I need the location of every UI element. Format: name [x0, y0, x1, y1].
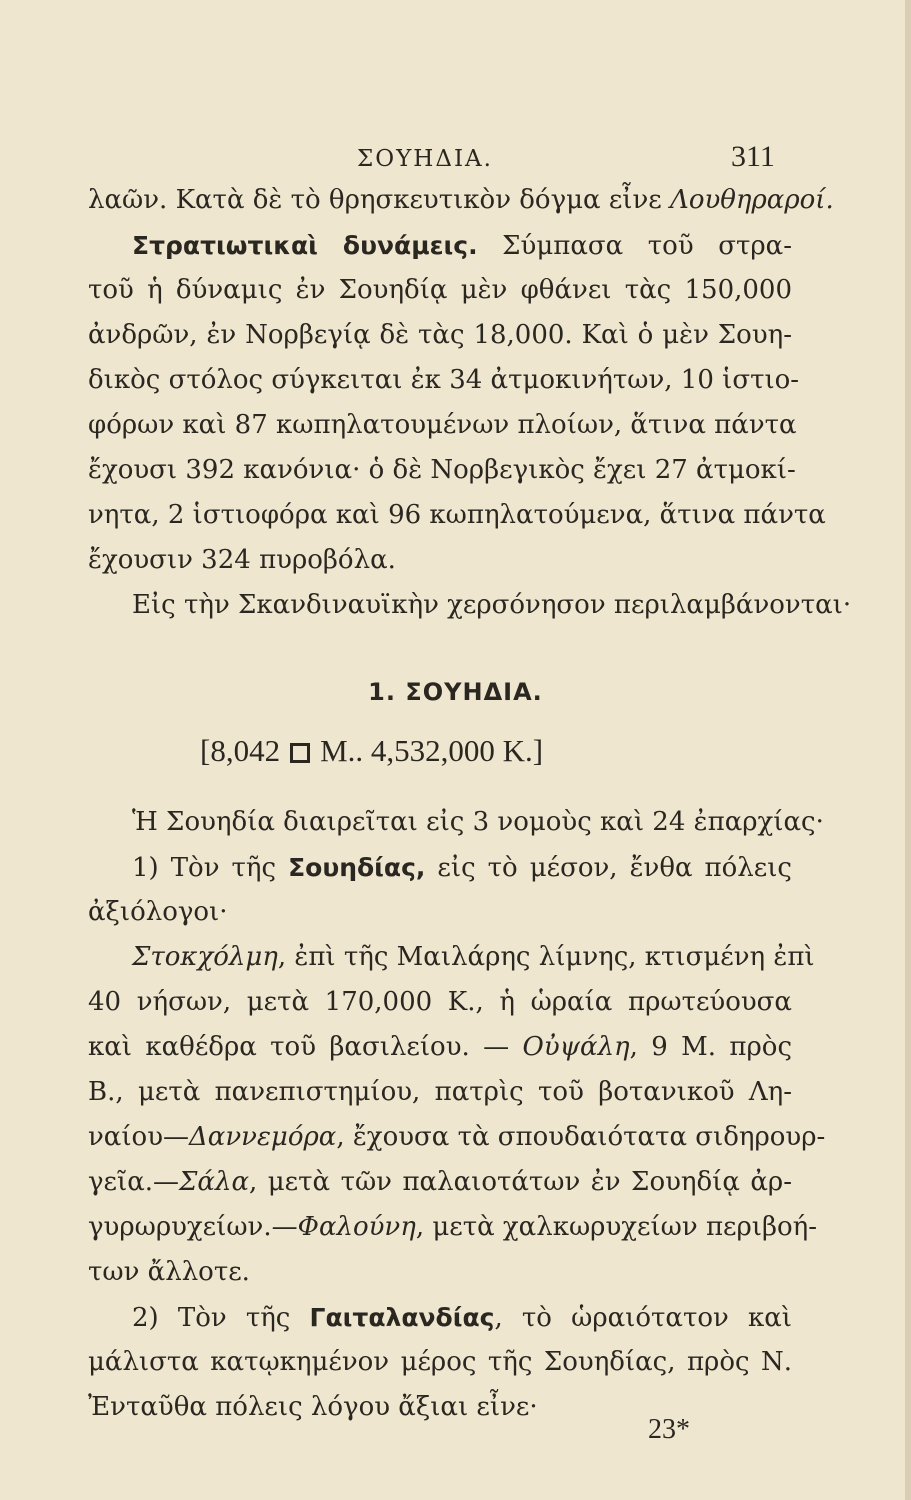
text-line: 40 νήσων, μετὰ 170,000 Κ., ἡ ὡραία πρωτεύουσα — [88, 987, 792, 1017]
text-line — [88, 1160, 792, 1205]
place-name: Σάλα — [179, 1167, 250, 1197]
place-name: Δαννεμόρα — [189, 1122, 337, 1152]
square-icon — [290, 743, 310, 763]
place-name: Οὐψάλη — [522, 1032, 630, 1062]
intro-text — [88, 178, 852, 628]
text-run: , 9 Μ. πρὸς — [629, 1032, 792, 1062]
text-run: , ἐπὶ τῆς Μαιλάρης λίμνης, κτισμένη ἐπὶ — [277, 942, 815, 972]
text-line: των ἄλλοτε. — [88, 1257, 250, 1287]
page-number: 311 — [731, 140, 775, 173]
italic-run: Λουθηραροί. — [670, 185, 834, 215]
text-run: , τὸ ὡραιότατον καὶ — [494, 1303, 792, 1333]
page-edge — [905, 0, 911, 1500]
text-run: , ἔχουσα τὰ σπουδαιότατα σιδηρουρ- — [336, 1122, 826, 1152]
stats-population: Μ.. 4,532,000 Κ.] — [320, 733, 544, 768]
text-run: , μετὰ τῶν παλαιοτάτων ἐν Σουηδίᾳ ἀρ- — [249, 1167, 792, 1197]
text-line: Ἐνταῦθα πόλεις λόγου ἄξιαι εἶνε· — [88, 1392, 538, 1422]
text-run: εἰς τὸ μέσον, ἔνθα πόλεις — [425, 853, 792, 883]
area-population-stats — [200, 733, 760, 769]
printer-signature-mark: 23* — [648, 1414, 690, 1445]
text-line: νητα, 2 ἱστιοφόρα καὶ 96 κωπηλατούμενα, ἅτινα πάντα — [88, 500, 826, 530]
text-line: μάλιστα κατῳκημένον μέρος τῆς Σουηδίας, πρὸς Ν. — [88, 1347, 792, 1377]
text-run: 2) Τὸν τῆς — [132, 1303, 310, 1333]
text-run: , μετὰ χαλκωρυχείων περιβοή- — [415, 1212, 818, 1242]
text-line — [88, 1115, 826, 1160]
text-line — [88, 845, 792, 890]
text-line — [88, 935, 815, 980]
stats-area: [8,042 — [200, 733, 281, 768]
text-line: φόρων καὶ 87 κωπηλατουμένων πλοίων, ἅτινα πάντα — [88, 410, 797, 440]
text-run: καὶ καθέδρα τοῦ βασιλείου. — — [88, 1032, 523, 1062]
text-run: Σύμπασα τοῦ στρα- — [477, 231, 792, 261]
text-line: ἔχουσι 392 κανόνια· ὁ δὲ Νορβεγικὸς ἔχει 27 ἀτμοκί- — [88, 455, 796, 485]
place-name: Στοκχόλμη — [132, 942, 278, 972]
text-line: Ἡ Σουηδία διαιρεῖται εἰς 3 νομοὺς καὶ 24 ἐπαρχίας· — [132, 807, 824, 837]
text-line — [88, 1205, 818, 1250]
text-line: τοῦ ἡ δύναμις ἐν Σουηδίᾳ μὲν φθάνει τὰς 150,000 — [88, 275, 792, 305]
text-line — [88, 178, 834, 223]
place-name: Φαλούνη — [297, 1212, 416, 1242]
text-line: δικὸς στόλος σύγκειται ἐκ 34 ἀτμοκινήτων, 10 ἱστιο- — [88, 365, 800, 395]
text-run: λαῶν. Κατὰ δὲ τὸ θρησκευτικὸν δόγμα εἶνε — [88, 185, 671, 215]
text-run: ναίου— — [88, 1122, 190, 1152]
section-heading: 1. ΣΟΥΗΔΙΑ. — [368, 678, 543, 706]
text-line: ἔχουσιν 324 πυροβόλα. — [88, 545, 396, 575]
text-line — [88, 223, 792, 268]
text-run: γυρωρυχείων.— — [88, 1212, 298, 1242]
bold-run: Σουηδίας, — [288, 853, 426, 882]
bold-heading-run: Στρατιωτικαὶ δυνάμεις. — [132, 231, 478, 260]
text-line — [88, 1025, 792, 1070]
text-line — [88, 1295, 792, 1340]
text-line: Εἰς τὴν Σκανδιναυϊκὴν χερσόνησον περιλαμβάνονται· — [132, 590, 852, 620]
text-line: ἀνδρῶν, ἐν Νορβεγίᾳ δὲ τὰς 18,000. Καὶ ὁ μὲν Σουη- — [88, 320, 792, 350]
text-line: Β., μετὰ πανεπιστημίου, πατρὶς τοῦ βοτανικοῦ Λη- — [88, 1077, 792, 1107]
main-text — [88, 800, 826, 1430]
text-run: 1) Τὸν τῆς — [132, 853, 289, 883]
text-run: γεῖα.— — [88, 1167, 180, 1197]
bold-run: Γαιταλανδίας — [309, 1303, 495, 1332]
text-line: ἀξιόλογοι· — [88, 897, 228, 927]
running-title: ΣΟΥΗΔΙΑ. — [357, 146, 493, 172]
